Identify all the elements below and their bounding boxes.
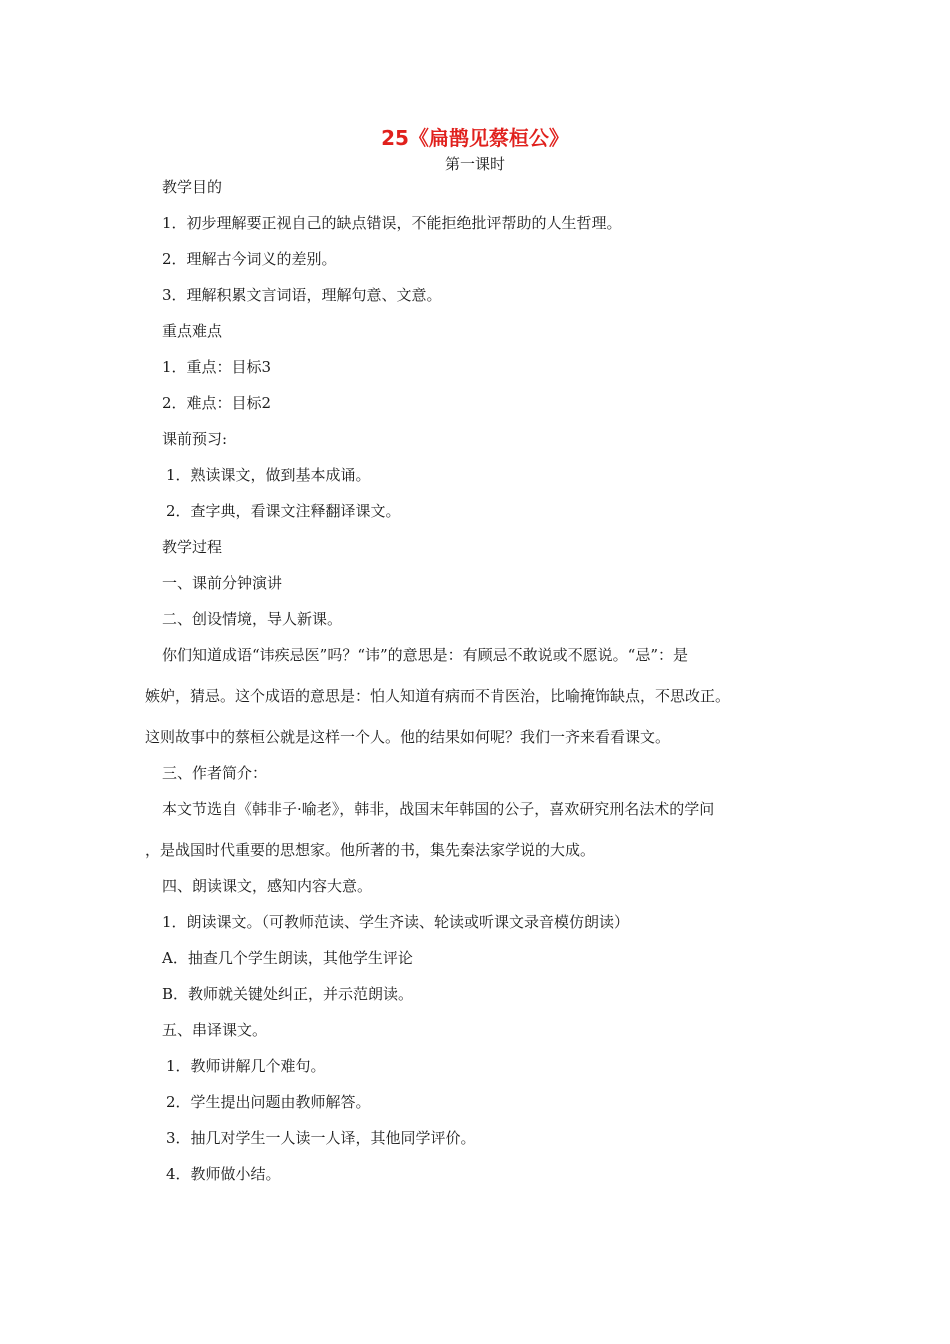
text-line: 二、创设情境，导人新课。: [162, 610, 343, 628]
text-line: A．抽查几个学生朗读，其他学生评论: [162, 949, 413, 967]
paragraph-line: 本文节选自《韩非子·喻老》，韩非，战国末年韩国的公子，喜欢研究刑名法术的学问: [162, 800, 715, 818]
document-title: 25《扁鹊见蔡桓公》: [381, 126, 569, 150]
text-line: 一、课前分钟演讲: [162, 574, 283, 592]
text-line: 1．熟读课文，做到基本成诵。: [166, 466, 371, 484]
text-line: 1．朗读课文。（可教师范读、学生齐读、轮读或听课文录音模仿朗读）: [162, 913, 630, 931]
section-heading: 四、朗读课文，感知内容大意。: [162, 877, 373, 895]
text-line: 2．学生提出问题由教师解答。: [166, 1093, 371, 1111]
section-heading: 教学过程: [162, 538, 223, 556]
paragraph-line: 你们知道成语“讳疾忌医”吗？“讳”的意思是：有顾忌不敢说或不愿说。“忌”：是: [162, 646, 689, 664]
section-heading: 重点难点: [162, 322, 223, 340]
section-heading: 五、串译课文。: [162, 1021, 268, 1039]
text-line: 3．理解积累文言词语，理解句意、文意。: [162, 286, 442, 304]
text-line: 1．重点：目标3: [162, 358, 272, 376]
document-subtitle: 第一课时: [444, 155, 505, 173]
text-line: 3．抽几对学生一人读一人译，其他同学评价。: [166, 1129, 476, 1147]
section-heading: 三、作者简介：: [162, 764, 268, 782]
text-line: 1．初步理解要正视自己的缺点错误，不能拒绝批评帮助的人生哲理。: [162, 214, 622, 232]
text-line: 2．查字典，看课文注释翻译课文。: [166, 502, 401, 520]
text-line: 2．理解古今词义的差别。: [162, 250, 337, 268]
section-heading: 课前预习:: [162, 430, 228, 448]
text-line: B．教师就关键处纠正，并示范朗读。: [162, 985, 414, 1003]
paragraph-line: ，是战国时代重要的思想家。他所著的书，集先秦法家学说的大成。: [145, 841, 596, 859]
text-line: 1．教师讲解几个难句。: [166, 1057, 326, 1075]
section-heading: 教学目的: [162, 178, 223, 196]
paragraph-line: 这则故事中的蔡桓公就是这样一个人。他的结果如何呢？我们一齐来看看课文。: [145, 728, 671, 746]
text-line: 2．难点：目标2: [162, 394, 272, 412]
paragraph-line: 嫉妒，猜忌。这个成语的意思是：怕人知道有病而不肯医治，比喻掩饰缺点，不思改正。: [145, 687, 731, 705]
text-line: 4．教师做小结。: [166, 1165, 281, 1183]
